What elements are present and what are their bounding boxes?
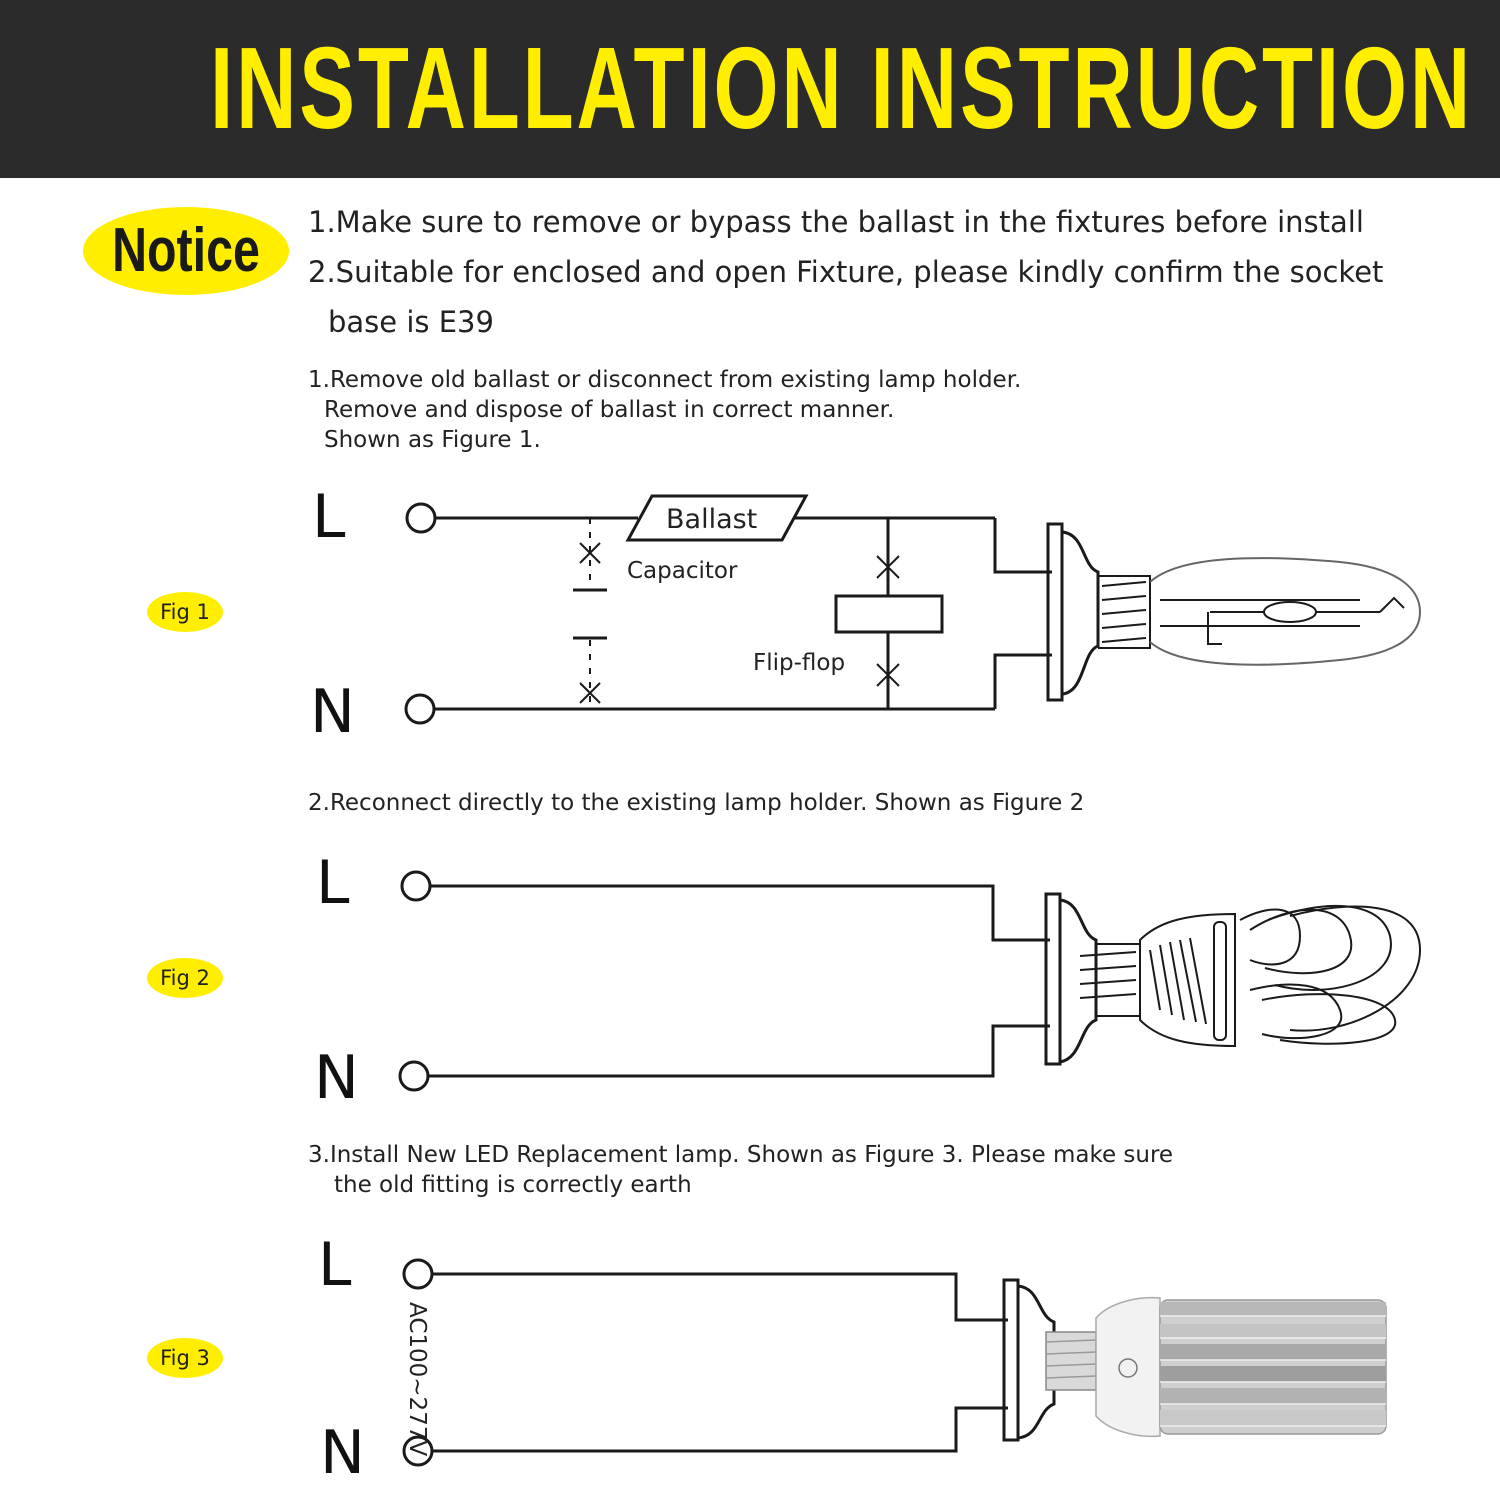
notice-line-1: 1.Make sure to remove or bypass the ballast in the fixtures before install <box>308 205 1364 239</box>
figure-3-circuit <box>318 1230 1386 1488</box>
fig-3-neutral-label: N <box>320 1418 365 1488</box>
step-1-line-1: 1.Remove old ballast or disconnect from existing lamp holder. <box>308 367 1022 393</box>
fig-3-label: Fig 3 <box>160 1346 210 1370</box>
fig-2-live-label: L <box>316 848 350 918</box>
figure-2-circuit <box>314 848 1420 1113</box>
fig-2-label: Fig 2 <box>160 966 210 990</box>
figure-1-circuit <box>310 482 1420 747</box>
step-3-line-1: 3.Install New LED Replacement lamp. Shown as Figure 3. Please make sure <box>308 1142 1174 1168</box>
fig-1-live-label: L <box>312 482 346 552</box>
fig-1-lamp-holder <box>1048 524 1098 700</box>
ballast-label: Ballast <box>666 504 758 535</box>
led-corn-lamp-icon <box>1046 1298 1386 1437</box>
step-1-line-3: Shown as Figure 1. <box>324 427 541 453</box>
hid-lamp-icon <box>1098 558 1420 665</box>
flipflop-label: Flip-flop <box>753 650 846 676</box>
voltage-label: AC100~277V <box>404 1302 430 1457</box>
fig-3-live-terminal <box>404 1260 432 1288</box>
spiral-lamp-icon <box>1080 906 1420 1046</box>
notice-badge-label: Notice <box>112 216 260 285</box>
fig-3-live-label: L <box>318 1230 352 1300</box>
fig-1-label: Fig 1 <box>160 600 210 624</box>
fig-2-live-terminal <box>402 872 430 900</box>
fig-2-neutral-label: N <box>314 1043 359 1113</box>
fig-2-neutral-terminal <box>400 1062 428 1090</box>
step-3-line-2: the old fitting is correctly earth <box>334 1172 692 1198</box>
fig-1-live-terminal <box>407 504 435 532</box>
flipflop-branch <box>836 518 942 709</box>
fig-1-neutral-label: N <box>310 677 355 747</box>
page-title: INSTALLATION INSTRUCTION <box>210 23 1474 153</box>
notice-line-2: 2.Suitable for enclosed and open Fixture, please kindly confirm the socket <box>308 255 1384 289</box>
fig-2-lamp-holder <box>1046 894 1096 1064</box>
step-1-line-2: Remove and dispose of ballast in correct manner. <box>324 397 895 423</box>
step-2-line-1: 2.Reconnect directly to the existing lamp holder. Shown as Figure 2 <box>308 790 1085 816</box>
capacitor-label: Capacitor <box>627 558 738 584</box>
fig-1-neutral-terminal <box>406 695 434 723</box>
capacitor-branch <box>573 518 607 709</box>
notice-line-3: base is E39 <box>328 305 494 339</box>
